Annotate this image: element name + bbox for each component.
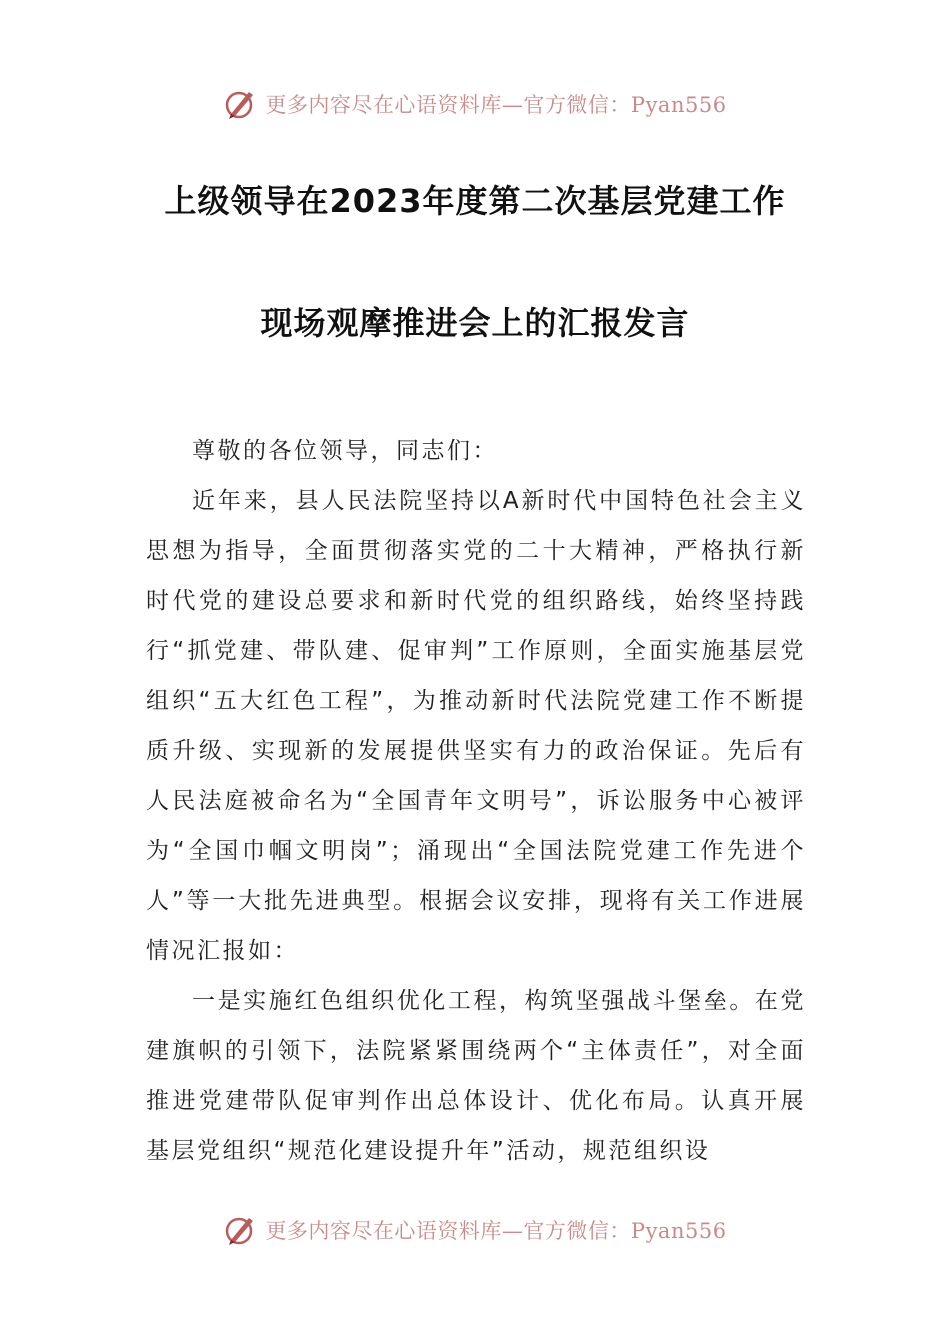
paragraph: 一是实施红色组织优化工程，构筑坚强战斗堡垒。在党建旗帜的引领下，法院紧紧围绕两个“主体责任”，对全面推进党建带队促审判作出总体设计、优化布局。认真开展基层党组织“规范化建设提升年”活动，规范组织设: [146, 988, 806, 1164]
salutation: 尊敬的各位领导，同志们：: [192, 438, 498, 464]
document-body: [146, 426, 806, 1176]
watermark-text: 更多内容尽在心语资料库—官方微信：Pyan556: [265, 93, 727, 117]
watermark-text: 更多内容尽在心语资料库—官方微信：Pyan556: [265, 1219, 727, 1243]
pen-logo-icon: [223, 1212, 259, 1248]
watermark-header: [0, 84, 950, 124]
document-title-line-2: 现场观摩推进会上的汇报发言: [260, 304, 690, 342]
watermark-footer: [0, 1210, 950, 1250]
paragraph: 近年来，县人民法院坚持以A新时代中国特色社会主义思想为指导，全面贯彻落实党的二十大精神，严格执行新时代党的建设总要求和新时代党的组织路线，始终坚持践行“抓党建、带队建、促审判”工作原则，全面实施基层党组织“五大红色工程”，为推动新时代法院党建工作不断提质升级、实现新的发展提供坚实有力的政治保证。先后有人民法庭被命名为“全国青年文明号”，诉讼服务中心被评为“全国巾帼文明岗”；涌现出“全国法院党建工作先进个人”等一大批先进典型。根据会议安排，现将有关工作进展情况汇报如：: [146, 488, 806, 964]
document-title-line-1: 上级领导在2023年度第二次基层党建工作: [164, 182, 786, 220]
pen-logo-icon: [223, 86, 259, 122]
